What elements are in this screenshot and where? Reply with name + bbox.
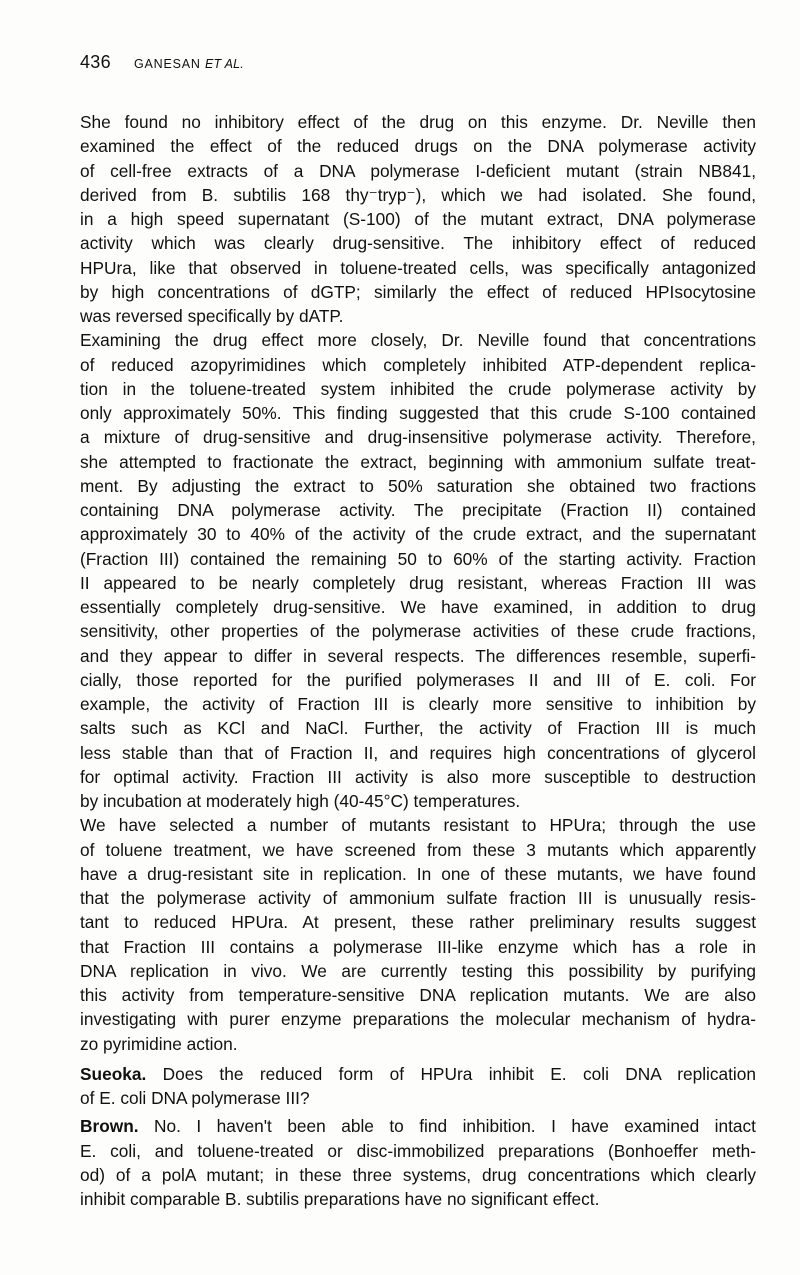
page-number: 436: [80, 52, 111, 72]
text-line: HPUra, like that observed in toluene-treated cells, was specifically antagonized: [80, 257, 756, 278]
text-line: only approximately 50%. This finding suggested that this crude S-100 contained: [80, 403, 756, 423]
speaker-text: No. I haven't been able to find inhibition. I have examined intact: [138, 1116, 756, 1137]
text-line: that the polymerase activity of ammonium sulfate fraction III is unusually resis-: [80, 888, 756, 908]
text-line: (Fraction III) contained the remaining 50 to 60% of the starting activity. Fraction: [80, 548, 756, 569]
text-line: E. coli, and toluene-treated or disc-immobilized preparations (Bonhoeffer meth-: [80, 1140, 756, 1161]
text-line: essentially completely drug-sensitive. We have examined, in addition to drug: [80, 597, 756, 617]
text-line: DNA replication in vivo. We are currently testing this possibility by purifying: [80, 960, 756, 981]
text-line: of cell-free extracts of a DNA polymerase I-deficient mutant (strain NB841,: [80, 160, 756, 181]
text-line: salts such as KCl and NaCl. Further, the activity of Fraction III is much: [80, 718, 756, 739]
text-line: of E. coli DNA polymerase III?: [80, 1088, 310, 1108]
text-line: ment. By adjusting the extract to 50% saturation she obtained two fractions: [80, 475, 756, 496]
text-line: have a drug-resistant site in replication. In one of these mutants, we have found: [80, 863, 756, 884]
text-line: tion in the toluene-treated system inhibited the crude polymerase activity by: [80, 378, 756, 399]
text-line: od) of a polA mutant; in these three systems, drug concentrations which clearly: [80, 1164, 756, 1185]
running-head: [134, 57, 244, 71]
paragraph-2: [80, 328, 756, 813]
text-line: of reduced azopyrimidines which completely inhibited ATP-dependent replica-: [80, 354, 756, 375]
text-line: of toluene treatment, we have screened from these 3 mutants which apparently: [80, 839, 756, 860]
body-text: [80, 110, 756, 1211]
text-line: approximately 30 to 40% of the activity of the crude extract, and the supernatant: [80, 524, 756, 545]
text-line: example, the activity of Fraction III is clearly more sensitive to inhibition by: [80, 694, 756, 714]
text-line: she attempted to fractionate the extract, beginning with ammonium sulfate treat-: [80, 451, 756, 472]
text-line: this activity from temperature-sensitive DNA replication mutants. We are also: [80, 985, 756, 1005]
text-line: We have selected a number of mutants resistant to HPUra; through the use: [80, 815, 756, 836]
text-line: derived from B. subtilis 168 thy⁻tryp⁻), which we had isolated. She found,: [80, 184, 756, 205]
running-head-etal: ET AL.: [204, 57, 244, 71]
text-line: was reversed specifically by dATP.: [80, 306, 344, 326]
text-line: in a high speed supernatant (S-100) of the mutant extract, DNA polymerase: [80, 209, 756, 229]
text-line: II appeared to be nearly completely drug resistant, whereas Fraction III was: [80, 572, 756, 593]
text-line: [80, 1062, 756, 1086]
text-line: examined the effect of the reduced drugs on the DNA polymerase activity: [80, 136, 756, 157]
text-line: Examining the drug effect more closely, Dr. Neville found that concentrations: [80, 330, 756, 351]
speaker-name: Brown.: [80, 1116, 139, 1137]
speaker-text: Does the reduced form of HPUra inhibit E. coli DNA replication: [146, 1063, 756, 1084]
text-line: for optimal activity. Fraction III activity is also more susceptible to destruction: [80, 766, 756, 787]
text-line: investigating with purer enzyme preparations the molecular mechanism of hydra-: [80, 1009, 756, 1030]
paragraph-1: [80, 110, 756, 328]
text-line: containing DNA polymerase activity. The precipitate (Fraction II) contained: [80, 500, 756, 520]
text-line: a mixture of drug-sensitive and drug-insensitive polymerase activity. Therefore,: [80, 427, 756, 448]
text-line: and they appear to differ in several respects. The differences resemble, superfi-: [80, 645, 756, 666]
text-line: cially, those reported for the purified polymerases II and III of E. coli. For: [80, 669, 756, 690]
text-line: less stable than that of Fraction II, and requires high concentrations of glycerol: [80, 742, 756, 763]
text-line: by incubation at moderately high (40-45°C) temperatures.: [80, 791, 521, 811]
paragraph-3: [80, 813, 756, 1056]
text-line: that Fraction III contains a polymerase III-like enzyme which has a role in: [80, 936, 756, 957]
text-line: by high concentrations of dGTP; similarly the effect of reduced HPIsocytosine: [80, 281, 756, 302]
text-line: sensitivity, other properties of the polymerase activities of these crude fractions,: [80, 621, 756, 642]
text-line: She found no inhibitory effect of the drug on this enzyme. Dr. Neville then: [80, 112, 756, 132]
text-line: inhibit comparable B. subtilis preparations have no significant effect.: [80, 1189, 600, 1209]
text-line: [80, 1114, 756, 1138]
text-line: tant to reduced HPUra. At present, these rather preliminary results suggest: [80, 912, 756, 933]
speaker-name: Sueoka.: [80, 1063, 147, 1084]
answer-brown: [80, 1114, 756, 1211]
text-line: activity which was clearly drug-sensitive. The inhibitory effect of reduced: [80, 233, 756, 254]
question-sueoka: [80, 1062, 756, 1111]
page-header: [80, 52, 244, 73]
text-line: zo pyrimidine action.: [80, 1033, 238, 1054]
running-head-author: GANESAN: [133, 57, 201, 71]
